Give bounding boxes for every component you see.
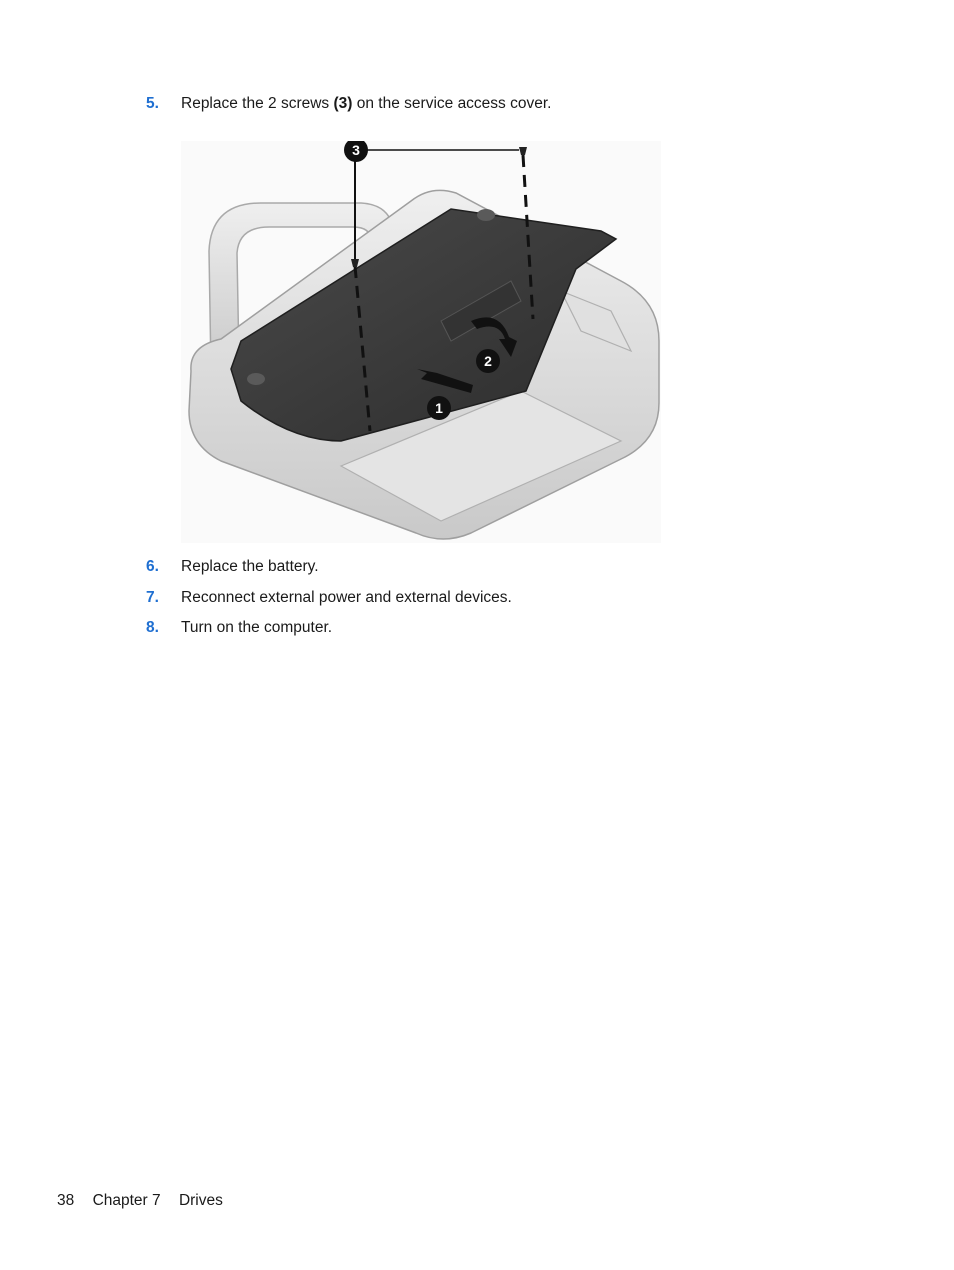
step-number: 6. bbox=[146, 558, 159, 575]
step-7 bbox=[146, 589, 512, 607]
callout-1 bbox=[427, 396, 451, 420]
service-cover-illustration bbox=[181, 141, 661, 543]
section-label: Drives bbox=[178, 1192, 223, 1209]
svg-text:1: 1 bbox=[435, 400, 443, 416]
page-number: 38 bbox=[57, 1192, 75, 1209]
page-footer bbox=[57, 1192, 237, 1210]
step-6 bbox=[146, 558, 319, 576]
step-number: 7. bbox=[146, 589, 159, 606]
chapter-label: Chapter 7 bbox=[92, 1192, 161, 1209]
step-number: 5. bbox=[146, 95, 159, 112]
cover-foot bbox=[477, 209, 495, 221]
step-number: 8. bbox=[146, 619, 159, 636]
callout-2 bbox=[476, 349, 500, 373]
cover-foot bbox=[247, 373, 265, 385]
step-text: Replace the 2 screws (3) on the service access cover. bbox=[181, 95, 552, 112]
step-text: Reconnect external power and external devices. bbox=[181, 589, 512, 606]
step-text: Turn on the computer. bbox=[181, 619, 333, 636]
step-5 bbox=[146, 95, 551, 113]
callout-reference: (3) bbox=[333, 95, 353, 112]
step-8 bbox=[146, 619, 332, 637]
svg-text:2: 2 bbox=[484, 353, 492, 369]
step-text: Replace the battery. bbox=[181, 558, 319, 575]
svg-text:3: 3 bbox=[352, 142, 360, 158]
